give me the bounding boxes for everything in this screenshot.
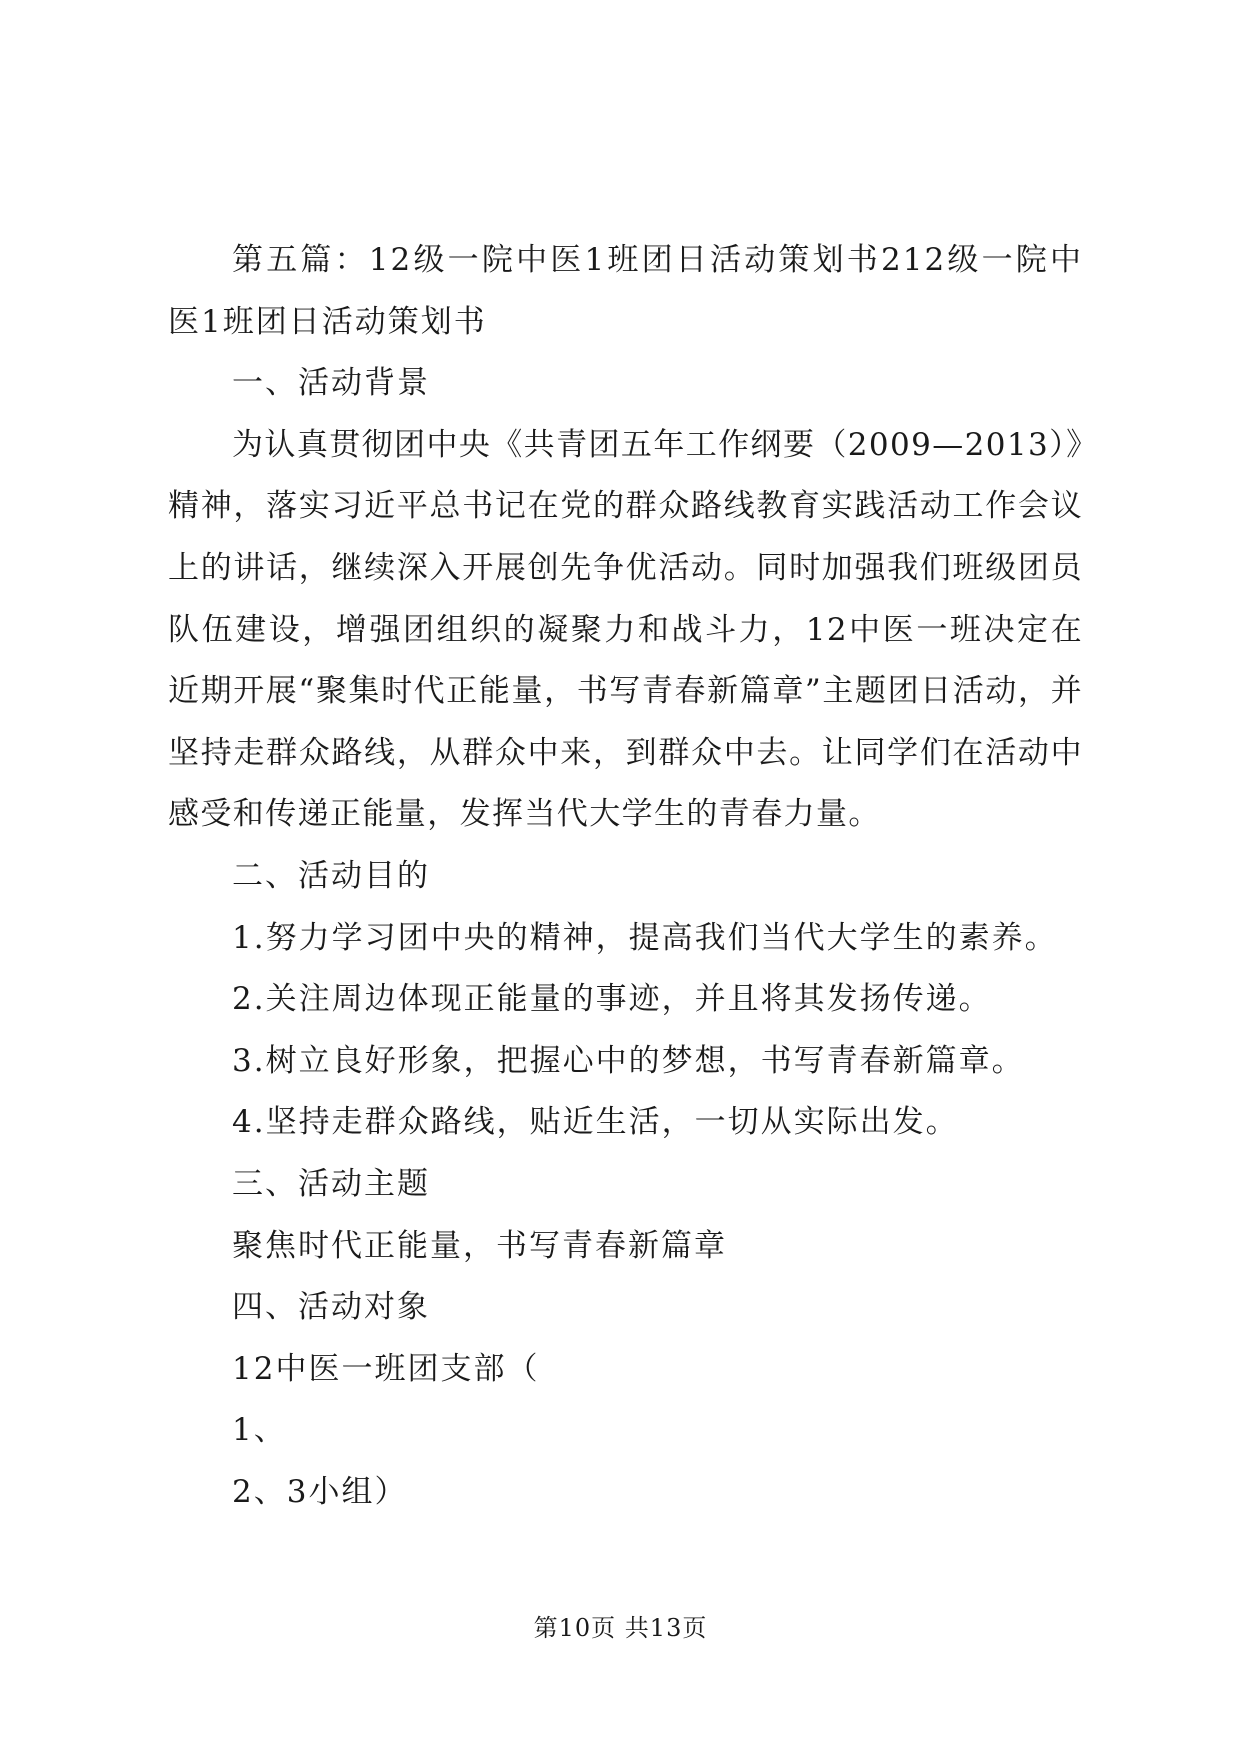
target-item-2: 2、3小组）	[232, 1473, 408, 1510]
purpose-item-4: 4.坚持走群众路线，贴近生活，一切从实际出发。	[232, 1104, 959, 1141]
target-text: 12中医一班团支部（	[232, 1350, 540, 1387]
purpose-item-2: 2.关注周边体现正能量的事迹，并且将其发扬传递。	[232, 981, 992, 1018]
heading-target: 四、活动对象	[232, 1289, 430, 1326]
heading-purpose: 二、活动目的	[232, 857, 430, 894]
document-body	[168, 230, 1083, 1523]
heading-background: 一、活动背景	[232, 365, 430, 402]
heading-theme: 三、活动主题	[232, 1165, 430, 1202]
paragraph-background: 为认真贯彻团中央《共青团五年工作纲要（2009—2013）》精神，落实习近平总书记在党的群众路线教育实践活动工作会议上的讲话，继续深入开展创先争优活动。同时加强我们班级团员队伍建设，增强团组织的凝聚力和战斗力，12中医一班决定在近期开展“聚集时代正能量，书写青春新篇章”主题团日活动，并坚持走群众路线，从群众中来，到群众中去。让同学们在活动中感受和传递正能量，发挥当代大学生的青春力量。	[168, 426, 1083, 833]
purpose-item-3: 3.树立良好形象，把握心中的梦想，书写青春新篇章。	[232, 1042, 1025, 1079]
purpose-item-1: 1.努力学习团中央的精神，提高我们当代大学生的素养。	[232, 919, 1058, 956]
target-item-1: 1、	[232, 1412, 287, 1449]
section-title: 第五篇：12级一院中医1班团日活动策划书212级一院中医1班团日活动策划书	[168, 242, 1083, 340]
page-number-footer: 第10页 共13页	[533, 1614, 708, 1642]
theme-text: 聚焦时代正能量，书写青春新篇章	[232, 1227, 727, 1264]
